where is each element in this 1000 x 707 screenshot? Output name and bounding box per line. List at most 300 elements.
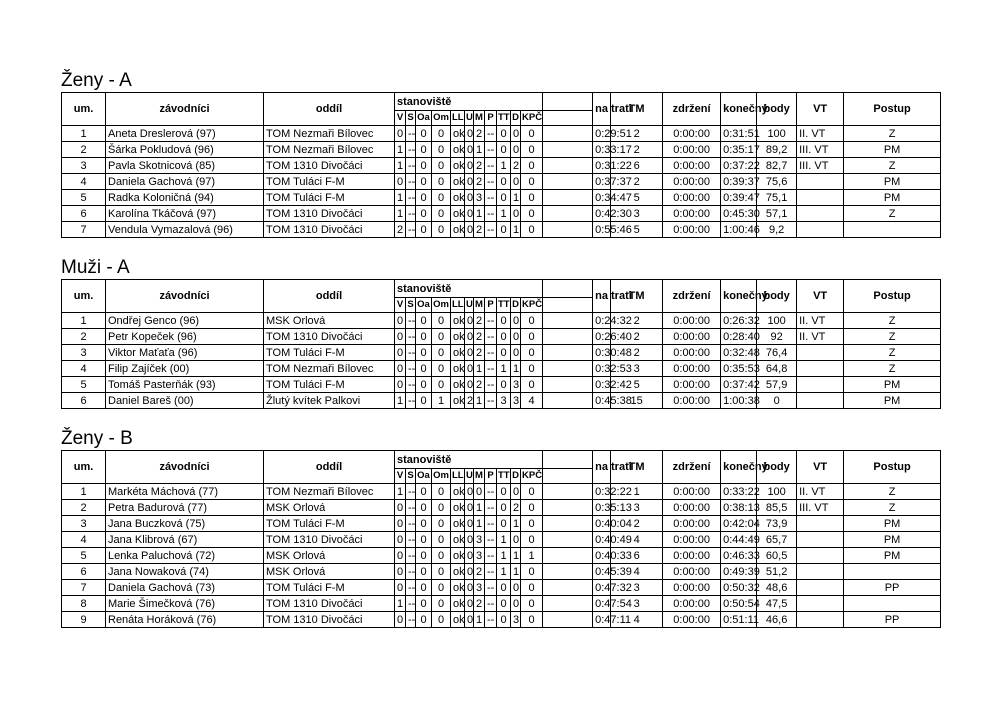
final-cell: 0:37:22: [721, 158, 757, 174]
club-cell: MSK Orlová: [264, 313, 395, 329]
header-stations: stanoviště: [395, 280, 543, 298]
station-cell: 0: [465, 174, 474, 190]
vt-cell: [797, 377, 844, 393]
subheader-cell: U: [465, 298, 474, 313]
table-row: [62, 580, 941, 596]
header-time: na trati: [593, 451, 611, 484]
station-cell: 0: [497, 500, 511, 516]
station-cell: 1: [511, 361, 521, 377]
tm-cell: 6: [611, 158, 663, 174]
station-cell: --: [406, 313, 416, 329]
station-cell: ok: [451, 548, 465, 564]
spacer-cell: [543, 329, 593, 345]
club-cell: TOM Tuláci F-M: [264, 580, 395, 596]
header-rank: um.: [62, 280, 106, 313]
station-cell: 0: [465, 190, 474, 206]
station-cell: 0: [395, 313, 406, 329]
final-cell: 1:00:38: [721, 393, 757, 409]
subheader-cell: U: [465, 469, 474, 484]
advance-cell: Z: [844, 329, 941, 345]
header-final: konečný: [721, 280, 757, 313]
station-cell: 0: [416, 580, 432, 596]
station-cell: 2: [474, 222, 485, 238]
final-cell: 0:37:42: [721, 377, 757, 393]
station-cell: ok: [451, 500, 465, 516]
header-rank: um.: [62, 93, 106, 126]
name-cell: Radka Koloničná (94): [106, 190, 264, 206]
header-delay: zdržení: [663, 280, 721, 313]
station-cell: --: [485, 596, 497, 612]
name-cell: Daniel Bareš (00): [106, 393, 264, 409]
advance-cell: PM: [844, 532, 941, 548]
table-row: [62, 516, 941, 532]
header-delay: zdržení: [663, 451, 721, 484]
header-tm: TM: [611, 280, 663, 313]
subheader-cell: TT: [497, 111, 511, 126]
station-cell: --: [485, 377, 497, 393]
station-cell: 2: [474, 126, 485, 142]
results-table: [61, 279, 941, 409]
station-cell: 0: [521, 190, 543, 206]
subheader-spacer: [543, 469, 593, 484]
station-cell: 0: [416, 548, 432, 564]
tm-cell: 2: [611, 313, 663, 329]
station-cell: 0: [416, 142, 432, 158]
station-cell: --: [485, 532, 497, 548]
club-cell: TOM 1310 Divočáci: [264, 596, 395, 612]
final-cell: 1:00:46: [721, 222, 757, 238]
station-cell: 0: [465, 345, 474, 361]
station-cell: 1: [521, 548, 543, 564]
station-cell: --: [485, 548, 497, 564]
header-advance: Postup: [844, 93, 941, 126]
header-club: oddíl: [264, 280, 395, 313]
time-cell: 0:42:30: [593, 206, 611, 222]
spacer-cell: [543, 548, 593, 564]
table-row: [62, 206, 941, 222]
station-cell: 0: [521, 142, 543, 158]
subheader-cell: D: [511, 111, 521, 126]
spacer-cell: [543, 345, 593, 361]
station-cell: ok: [451, 206, 465, 222]
name-cell: Aneta Dreslerová (97): [106, 126, 264, 142]
station-cell: --: [485, 313, 497, 329]
header-points: body: [757, 451, 797, 484]
station-cell: 1: [511, 190, 521, 206]
station-cell: 2: [474, 158, 485, 174]
time-cell: 0:30:48: [593, 345, 611, 361]
station-cell: 0: [395, 548, 406, 564]
header-vt: VT: [797, 280, 844, 313]
vt-cell: II. VT: [797, 484, 844, 500]
station-cell: ok: [451, 612, 465, 628]
station-cell: 0: [521, 222, 543, 238]
station-cell: 0: [432, 126, 451, 142]
station-cell: 0: [432, 222, 451, 238]
time-cell: 0:32:42: [593, 377, 611, 393]
station-cell: 1: [474, 142, 485, 158]
spacer-cell: [543, 361, 593, 377]
station-cell: 0: [416, 329, 432, 345]
header-name: závodníci: [106, 451, 264, 484]
station-cell: 0: [497, 313, 511, 329]
station-cell: 1: [474, 361, 485, 377]
vt-cell: [797, 190, 844, 206]
rank-cell: 9: [62, 612, 106, 628]
header-advance: Postup: [844, 280, 941, 313]
subheader-cell: S: [406, 298, 416, 313]
station-cell: --: [406, 532, 416, 548]
tm-cell: 5: [611, 377, 663, 393]
station-cell: 2: [474, 329, 485, 345]
station-cell: 0: [416, 516, 432, 532]
table-row: [62, 174, 941, 190]
header-tm: TM: [611, 93, 663, 126]
name-cell: Šárka Pokludová (96): [106, 142, 264, 158]
spacer-cell: [543, 516, 593, 532]
station-cell: 1: [497, 532, 511, 548]
header-points: body: [757, 93, 797, 126]
advance-cell: PM: [844, 377, 941, 393]
station-cell: 0: [416, 393, 432, 409]
advance-cell: PP: [844, 580, 941, 596]
station-cell: --: [485, 580, 497, 596]
rank-cell: 3: [62, 158, 106, 174]
station-cell: 0: [511, 329, 521, 345]
station-cell: 0: [432, 190, 451, 206]
station-cell: 0: [395, 329, 406, 345]
header-delay: zdržení: [663, 93, 721, 126]
points-cell: 47,5: [757, 596, 797, 612]
station-cell: ok: [451, 377, 465, 393]
station-cell: 0: [497, 142, 511, 158]
vt-cell: [797, 548, 844, 564]
header-time: na trati: [593, 93, 611, 126]
rank-cell: 2: [62, 329, 106, 345]
tm-cell: 2: [611, 516, 663, 532]
station-cell: --: [485, 174, 497, 190]
delay-cell: 0:00:00: [663, 174, 721, 190]
station-cell: 0: [416, 206, 432, 222]
station-cell: 0: [465, 126, 474, 142]
final-cell: 0:50:54: [721, 596, 757, 612]
station-cell: 1: [474, 206, 485, 222]
name-cell: Marie Šimečková (76): [106, 596, 264, 612]
header-name: závodníci: [106, 280, 264, 313]
header-club: oddíl: [264, 451, 395, 484]
station-cell: 1: [511, 564, 521, 580]
station-cell: ok: [451, 484, 465, 500]
station-cell: --: [406, 361, 416, 377]
station-cell: 0: [511, 580, 521, 596]
subheader-cell: U: [465, 111, 474, 126]
final-cell: 0:45:30: [721, 206, 757, 222]
station-cell: --: [485, 345, 497, 361]
name-cell: Jana Nowaková (74): [106, 564, 264, 580]
station-cell: 0: [465, 484, 474, 500]
station-cell: 0: [497, 516, 511, 532]
club-cell: TOM Tuláci F-M: [264, 377, 395, 393]
section-title: Muži - A: [61, 257, 130, 278]
subheader-cell: Om: [432, 469, 451, 484]
subheader-spacer: [543, 111, 593, 126]
final-cell: 0:28:40: [721, 329, 757, 345]
station-cell: 0: [432, 580, 451, 596]
final-cell: 0:46:33: [721, 548, 757, 564]
subheader-cell: V: [395, 111, 406, 126]
station-cell: 0: [521, 158, 543, 174]
station-cell: 0: [395, 500, 406, 516]
spacer-cell: [543, 484, 593, 500]
tm-cell: 6: [611, 548, 663, 564]
station-cell: 0: [497, 222, 511, 238]
station-cell: 0: [465, 516, 474, 532]
station-cell: ok: [451, 313, 465, 329]
station-cell: 1: [497, 158, 511, 174]
header-vt: VT: [797, 93, 844, 126]
tm-cell: 3: [611, 206, 663, 222]
advance-cell: PM: [844, 548, 941, 564]
station-cell: --: [485, 612, 497, 628]
station-cell: 0: [395, 377, 406, 393]
subheader-cell: M: [474, 111, 485, 126]
station-cell: --: [406, 564, 416, 580]
subheader-cell: D: [511, 298, 521, 313]
station-cell: --: [406, 393, 416, 409]
header-row: [62, 93, 941, 111]
station-cell: 0: [432, 564, 451, 580]
table-row: [62, 345, 941, 361]
station-cell: --: [485, 361, 497, 377]
station-cell: 0: [511, 532, 521, 548]
station-cell: ok: [451, 222, 465, 238]
station-cell: --: [406, 377, 416, 393]
final-cell: 0:35:53: [721, 361, 757, 377]
station-cell: 0: [497, 612, 511, 628]
header-spacer: [543, 93, 593, 111]
final-cell: 0:38:13: [721, 500, 757, 516]
station-cell: 1: [395, 393, 406, 409]
station-cell: 1: [395, 484, 406, 500]
points-cell: 75,6: [757, 174, 797, 190]
spacer-cell: [543, 532, 593, 548]
station-cell: 3: [511, 377, 521, 393]
subheader-cell: M: [474, 298, 485, 313]
station-cell: 0: [432, 158, 451, 174]
station-cell: 2: [395, 222, 406, 238]
station-cell: 0: [511, 126, 521, 142]
delay-cell: 0:00:00: [663, 190, 721, 206]
station-cell: --: [485, 126, 497, 142]
subheader-cell: P: [485, 469, 497, 484]
table-row: [62, 361, 941, 377]
tm-cell: 4: [611, 564, 663, 580]
station-cell: 0: [416, 126, 432, 142]
section-zeny-a: [61, 70, 941, 238]
name-cell: Renáta Horáková (76): [106, 612, 264, 628]
club-cell: TOM Nezmaři Bílovec: [264, 361, 395, 377]
station-cell: 0: [511, 596, 521, 612]
station-cell: 1: [474, 612, 485, 628]
section-zeny-b: [61, 428, 941, 628]
time-cell: 0:40:33: [593, 548, 611, 564]
station-cell: 0: [511, 206, 521, 222]
station-cell: 0: [511, 174, 521, 190]
tm-cell: 1: [611, 484, 663, 500]
station-cell: 0: [465, 222, 474, 238]
club-cell: MSK Orlová: [264, 500, 395, 516]
table-row: [62, 484, 941, 500]
rank-cell: 3: [62, 345, 106, 361]
delay-cell: 0:00:00: [663, 345, 721, 361]
rank-cell: 5: [62, 548, 106, 564]
advance-cell: PM: [844, 174, 941, 190]
station-cell: 2: [511, 500, 521, 516]
station-cell: 0: [497, 484, 511, 500]
station-cell: 4: [521, 393, 543, 409]
vt-cell: II. VT: [797, 313, 844, 329]
station-cell: 0: [432, 142, 451, 158]
time-cell: 0:26:40: [593, 329, 611, 345]
header-rank: um.: [62, 451, 106, 484]
station-cell: 0: [465, 377, 474, 393]
station-cell: 0: [511, 142, 521, 158]
final-cell: 0:31:51: [721, 126, 757, 142]
station-cell: 0: [511, 484, 521, 500]
advance-cell: Z: [844, 345, 941, 361]
vt-cell: II. VT: [797, 329, 844, 345]
advance-cell: Z: [844, 484, 941, 500]
rank-cell: 1: [62, 313, 106, 329]
delay-cell: 0:00:00: [663, 500, 721, 516]
station-cell: 0: [416, 158, 432, 174]
time-cell: 0:47:32: [593, 580, 611, 596]
points-cell: 100: [757, 313, 797, 329]
station-cell: 1: [395, 142, 406, 158]
table-row: [62, 313, 941, 329]
station-cell: 0: [395, 612, 406, 628]
club-cell: TOM Tuláci F-M: [264, 345, 395, 361]
station-cell: 0: [432, 516, 451, 532]
tm-cell: 3: [611, 500, 663, 516]
club-cell: MSK Orlová: [264, 564, 395, 580]
station-cell: 1: [395, 158, 406, 174]
delay-cell: 0:00:00: [663, 532, 721, 548]
vt-cell: [797, 206, 844, 222]
tm-cell: 15: [611, 393, 663, 409]
station-cell: 3: [474, 190, 485, 206]
spacer-cell: [543, 222, 593, 238]
station-cell: 3: [474, 532, 485, 548]
subheader-cell: LL: [451, 111, 465, 126]
spacer-cell: [543, 206, 593, 222]
advance-cell: [844, 564, 941, 580]
club-cell: TOM Tuláci F-M: [264, 174, 395, 190]
station-cell: 0: [395, 580, 406, 596]
station-cell: --: [406, 142, 416, 158]
rank-cell: 7: [62, 580, 106, 596]
tm-cell: 3: [611, 596, 663, 612]
station-cell: 0: [432, 361, 451, 377]
station-cell: 0: [497, 596, 511, 612]
station-cell: ok: [451, 393, 465, 409]
delay-cell: 0:00:00: [663, 206, 721, 222]
station-cell: --: [406, 484, 416, 500]
time-cell: 0:45:39: [593, 564, 611, 580]
station-cell: 0: [521, 313, 543, 329]
station-cell: 0: [432, 612, 451, 628]
advance-cell: Z: [844, 126, 941, 142]
station-cell: ok: [451, 580, 465, 596]
time-cell: 0:33:17: [593, 142, 611, 158]
station-cell: 0: [432, 313, 451, 329]
station-cell: ok: [451, 564, 465, 580]
station-cell: 2: [511, 158, 521, 174]
name-cell: Daniela Gachová (73): [106, 580, 264, 596]
station-cell: 2: [474, 313, 485, 329]
table-row: [62, 548, 941, 564]
station-cell: 0: [497, 377, 511, 393]
advance-cell: PM: [844, 516, 941, 532]
header-stations: stanoviště: [395, 93, 543, 111]
club-cell: TOM Nezmaři Bílovec: [264, 126, 395, 142]
rank-cell: 1: [62, 126, 106, 142]
subheader-cell: V: [395, 469, 406, 484]
rank-cell: 6: [62, 206, 106, 222]
advance-cell: Z: [844, 158, 941, 174]
vt-cell: [797, 596, 844, 612]
subheader-cell: TT: [497, 469, 511, 484]
time-cell: 0:55:46: [593, 222, 611, 238]
station-cell: 1: [474, 516, 485, 532]
subheader-cell: Om: [432, 111, 451, 126]
station-cell: 1: [497, 548, 511, 564]
points-cell: 51,2: [757, 564, 797, 580]
station-cell: 0: [465, 612, 474, 628]
points-cell: 73,9: [757, 516, 797, 532]
station-cell: ok: [451, 329, 465, 345]
delay-cell: 0:00:00: [663, 142, 721, 158]
station-cell: --: [485, 206, 497, 222]
station-cell: --: [406, 596, 416, 612]
name-cell: Petra Badurová (77): [106, 500, 264, 516]
header-final: konečný: [721, 451, 757, 484]
station-cell: 0: [395, 345, 406, 361]
station-cell: 0: [465, 361, 474, 377]
subheader-cell: M: [474, 469, 485, 484]
table-row: [62, 532, 941, 548]
station-cell: ok: [451, 596, 465, 612]
vt-cell: [797, 222, 844, 238]
spacer-cell: [543, 580, 593, 596]
station-cell: 2: [474, 174, 485, 190]
station-cell: 0: [432, 500, 451, 516]
delay-cell: 0:00:00: [663, 612, 721, 628]
header-club: oddíl: [264, 93, 395, 126]
final-cell: 0:39:37: [721, 174, 757, 190]
header-row: [62, 280, 941, 298]
subheader-cell: TT: [497, 298, 511, 313]
table-row: [62, 500, 941, 516]
name-cell: Daniela Gachová (97): [106, 174, 264, 190]
time-cell: 0:47:11: [593, 612, 611, 628]
station-cell: ok: [451, 174, 465, 190]
tm-cell: 2: [611, 174, 663, 190]
station-cell: 1: [497, 564, 511, 580]
points-cell: 9,2: [757, 222, 797, 238]
final-cell: 0:32:48: [721, 345, 757, 361]
station-cell: 0: [395, 516, 406, 532]
